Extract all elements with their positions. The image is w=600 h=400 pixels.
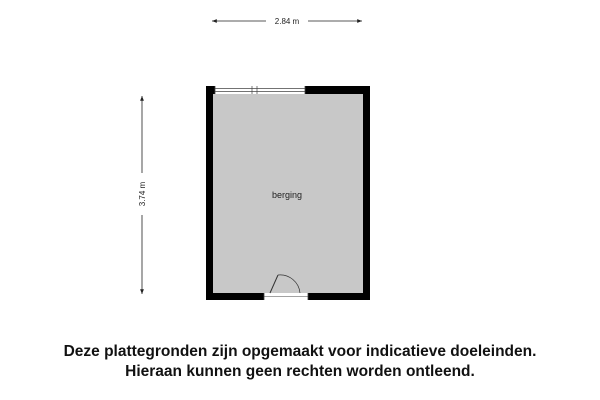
room-berging xyxy=(206,86,370,300)
room-label: berging xyxy=(271,190,303,200)
height-dimension-label: 3.74 m xyxy=(138,181,147,207)
width-dimension xyxy=(212,15,362,27)
width-dimension-label: 2.84 m xyxy=(274,17,300,26)
window xyxy=(215,86,305,94)
disclaimer-line-1: Deze plattegronden zijn opgemaakt voor indicatieve doeleinden. xyxy=(63,343,537,360)
height-dimension xyxy=(136,96,148,294)
disclaimer-line-2: Hieraan kunnen geen rechten worden ontleend. xyxy=(125,363,475,380)
